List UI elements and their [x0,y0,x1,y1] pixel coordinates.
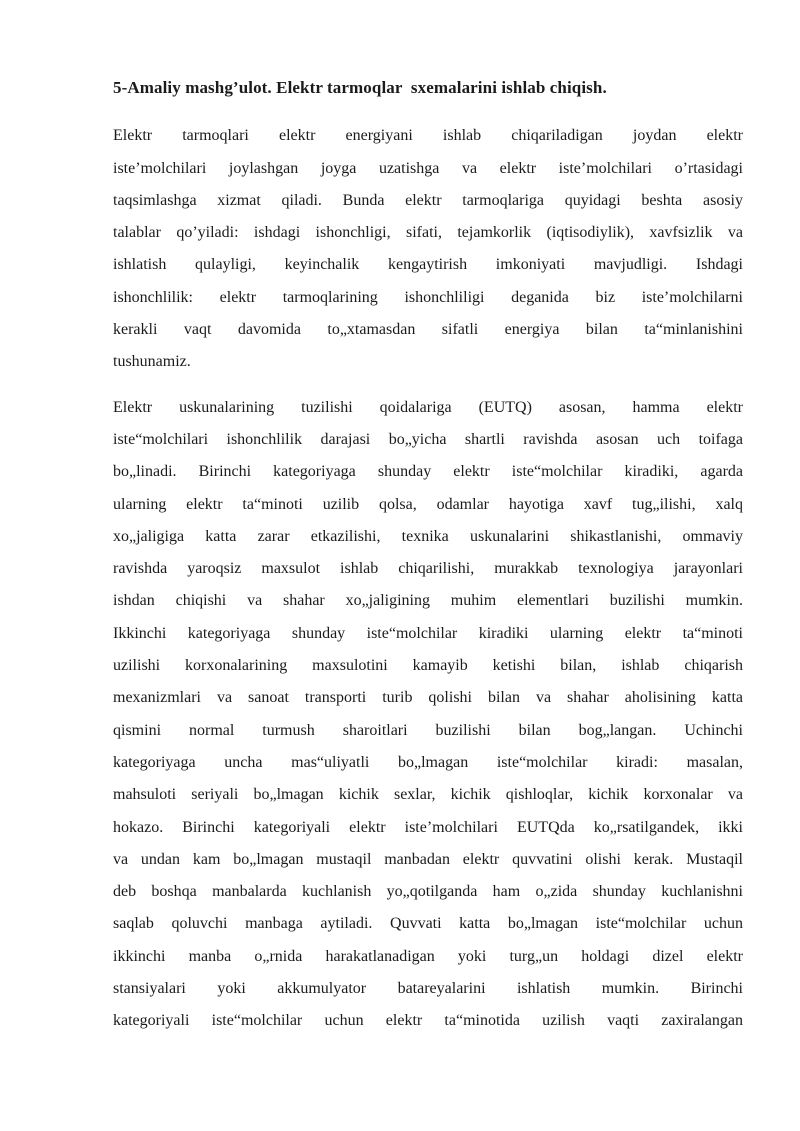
text-line: ishonchlilik: elektr tarmoqlarining ishonchliligi deganida biz iste’molchilarni [113,288,743,306]
text-line: kategoriyali iste“molchilar uchun elektr ta“minotida uzilish vaqti zaxiralangan [113,1012,743,1030]
paragraph [113,120,743,378]
text-line: bo„linadi. Birinchi kategoriyaga shunday elektr iste“molchilar kiradiki, agarda [113,463,743,481]
text-line: deb boshqa manbalarda kuchlanish yo„qotilganda ham o„zida shunday kuchlanishni [113,883,743,901]
text-line: va undan kam bo„lmagan mustaqil manbadan elektr quvvatini olishi kerak. Mustaqil [113,850,743,868]
text-line: mahsuloti seriyali bo„lmagan kichik sexlar, kichik qishloqlar, kichik korxonalar va [113,786,743,804]
text-line: qismini normal turmush sharoitlari buzilishi bilan bog„langan. Uchinchi [113,721,743,739]
text-line: taqsimlashga xizmat qiladi. Bunda elektr tarmoqlariga quyidagi beshta asosiy [113,191,743,209]
text-line: stansiyalari yoki akkumulyator batareyalarini ishlatish mumkin. Birinchi [113,980,743,998]
text-line: hokazo. Birinchi kategoriyali elektr iste’molchilari EUTQda ko„rsatilgandek, ikki [113,818,743,836]
text-line: xo„jaligiga katta zarar etkazilishi, texnika uskunalarini shikastlanishi, ommaviy [113,527,743,545]
text-line: talablar qo’yiladi: ishdagi ishonchligi, sifati, tejamkorlik (iqtisodiylik), xavfsizlik va [113,224,743,242]
paragraph [113,392,743,1038]
text-line: ularning elektr ta“minoti uzilib qolsa, odamlar hayotiga xavf tug„ilishi, xalq [113,495,743,513]
text-line: ishdan chiqishi va shahar xo„jaligining muhim elementlari buzilishi mumkin. [113,592,743,610]
page-title: 5-Amaliy mashg’ulot. Elektr tarmoqlar sxemalarini ishlab chiqish. [113,78,607,97]
text-line: mexanizmlari va sanoat transporti turib qolishi bilan va shahar aholisining katta [113,689,743,707]
text-line: Elektr tarmoqlari elektr energiyani ishlab chiqariladigan joydan elektr [113,127,743,145]
text-line: iste’molchilari joylashgan joyga uzatishga va elektr iste’molchilari o’rtasidagi [113,159,743,177]
text-line: ishlatish qulayligi, keyinchalik kengaytirish imkoniyati mavjudligi. Ishdagi [113,256,743,274]
text-line: Elektr uskunalarining tuzilishi qoidalariga (EUTQ) asosan, hamma elektr [113,398,743,416]
text-line: ravishda yaroqsiz maxsulot ishlab chiqarilishi, murakkab texnologiya jarayonlari [113,560,743,578]
text-line: kategoriyaga uncha mas“uliyatli bo„lmagan iste“molchilar kiradi: masalan, [113,753,743,771]
document-body [113,120,743,1037]
text-line: ikkinchi manba o„rnida harakatlanadigan yoki turg„un holdagi dizel elektr [113,947,743,965]
text-line: uzilishi korxonalarining maxsulotini kamayib ketishi bilan, ishlab chiqarish [113,657,743,675]
text-line: iste“molchilari ishonchlilik darajasi bo„yicha shartli ravishda asosan uch toifaga [113,430,743,448]
text-line: kerakli vaqt davomida to„xtamasdan sifatli energiya bilan ta“minlanishini [113,321,743,339]
text-line: tushunamiz. [113,353,191,371]
text-line: Ikkinchi kategoriyaga shunday iste“molchilar kiradiki ularning elektr ta“minoti [113,624,743,642]
text-line: saqlab qoluvchi manbaga aytiladi. Quvvati katta bo„lmagan iste“molchilar uchun [113,915,743,933]
